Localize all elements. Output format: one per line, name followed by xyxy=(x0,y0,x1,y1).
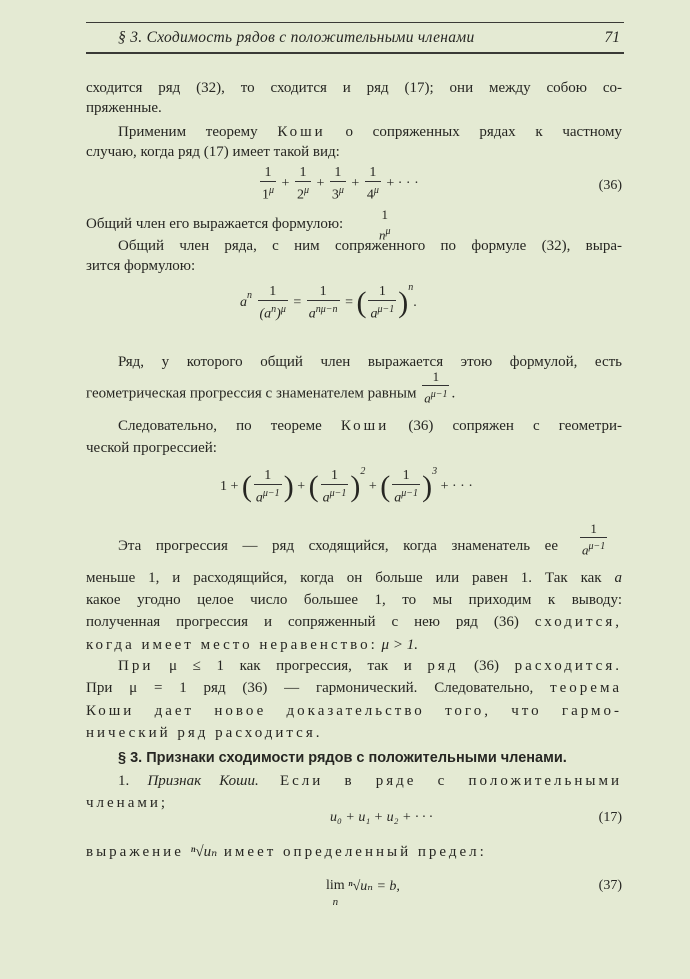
text-line: При μ ≤ 1 как прогрессия, так и ряд (36) расходится. xyxy=(118,658,622,674)
text-line: сходится ряд (32), то сходится и ряд (17); они между собою со- xyxy=(86,80,622,96)
equation-number-17: (17) xyxy=(598,810,622,825)
text: Общий член его выражается формулою: xyxy=(86,216,344,233)
text: (36) сопряжен с геометри- xyxy=(389,418,622,434)
text: о сопряженных рядах к частному xyxy=(325,124,623,140)
equation-number-36: (36) xyxy=(598,178,622,193)
text-line: нический ряд расходится. xyxy=(86,725,323,741)
text-line: ческой прогрессией: xyxy=(86,440,217,456)
text: полученная прогрессия и сопряженный с нею ряд (36) xyxy=(86,614,535,630)
spaced-text: Коши xyxy=(340,418,390,434)
formula-general-term: $a^n$ $\frac{1}{(a^n)^\mu}$ = 1 $a^{n\mu-n}$ = ( $\frac{1}{a^{\mu-1}}$ )$^n$. xyxy=(240,282,417,322)
spaced-text: сходится, xyxy=(534,614,622,630)
text-line xyxy=(118,416,622,436)
running-header-title: § 3. Сходимость рядов с положительными членами xyxy=(118,29,475,46)
text-line: какое угодно целое число большее 1, то мы приходим к выводу: xyxy=(86,592,622,608)
text-line: Общий член ряда, с ним сопряженного по формуле (32), выра- xyxy=(118,238,622,254)
fraction: $\frac{1}{a^{\mu-1}}$ xyxy=(424,369,448,406)
text: Применим теорему xyxy=(118,124,278,140)
text-line: пряженные. xyxy=(86,100,162,116)
formula-36: $\frac{1}{1^\mu}$ + $\frac{1}{2^\mu}$ + $\frac{1}{3^\mu}$ + $\frac{1}{4^\mu}$ + · · · xyxy=(262,165,419,203)
equation-number-37: (37) xyxy=(598,878,622,893)
text-line xyxy=(86,635,622,655)
header-rule-top xyxy=(86,22,624,23)
text-line: зится формулою: xyxy=(86,258,196,274)
text-line: При μ = 1 ряд (36) — гармонический. Следовательно, теорема xyxy=(86,680,622,696)
fraction: $\frac{1}{a^{\mu-1}}$ xyxy=(582,521,606,558)
text-line: членами; xyxy=(86,795,169,811)
text: меньше 1, и расходящийся, когда он больше или равен 1. Так как xyxy=(86,570,602,586)
text-line: Коши дает новое доказательство того, что гармо- xyxy=(86,703,622,719)
page-number: 71 xyxy=(604,29,620,46)
fraction: 1 $n^\mu$ xyxy=(378,207,391,243)
text-line xyxy=(118,122,622,142)
text-line: 1. Признак Коши. Если в ряде с положительными xyxy=(118,773,623,789)
text-line: случаю, когда ряд (17) имеет такой вид: xyxy=(86,144,340,160)
text-line xyxy=(86,612,622,632)
text: Следовательно, по теореме xyxy=(118,418,341,434)
text-line xyxy=(86,568,622,588)
text-line: выражение ⁿ√uₙ имеет определенный предел: xyxy=(86,844,487,860)
spaced-text: когда имеет место неравенство: xyxy=(86,637,378,653)
spaced-text: Коши xyxy=(277,124,326,140)
text: μ > 1. xyxy=(377,637,418,653)
section-heading: § 3. Признаки сходимости рядов с положительными членами. xyxy=(118,750,567,766)
formula-37: lim n ⁿ√uₙ = b, xyxy=(326,878,400,908)
text-line: Эта прогрессия — ряд сходящийся, когда знаменатель ее xyxy=(118,538,558,554)
variable: a xyxy=(614,570,622,586)
text-line: Ряд, у которого общий член выражается этою формулой, есть xyxy=(118,354,622,370)
text: геометрическая прогрессия с знаменателем равным xyxy=(86,385,417,402)
formula-series-17: u₀ + u₁ + u₂ + · · · xyxy=(330,810,433,825)
header-rule-bottom xyxy=(86,52,624,54)
text-line: геометрическая прогрессия с знаменателем равным $\frac{1}{a^{\mu-1}}$ . xyxy=(86,369,456,406)
formula-geometric-progression: 1 + ( $\frac{1}{a^{\mu-1}}$ ) + ( $\frac{1}{a^{\mu-1}}$ )$^2$ + ( $\frac{1}{a^{\mu-1}}$ )$^3$ + · · · xyxy=(220,466,473,506)
